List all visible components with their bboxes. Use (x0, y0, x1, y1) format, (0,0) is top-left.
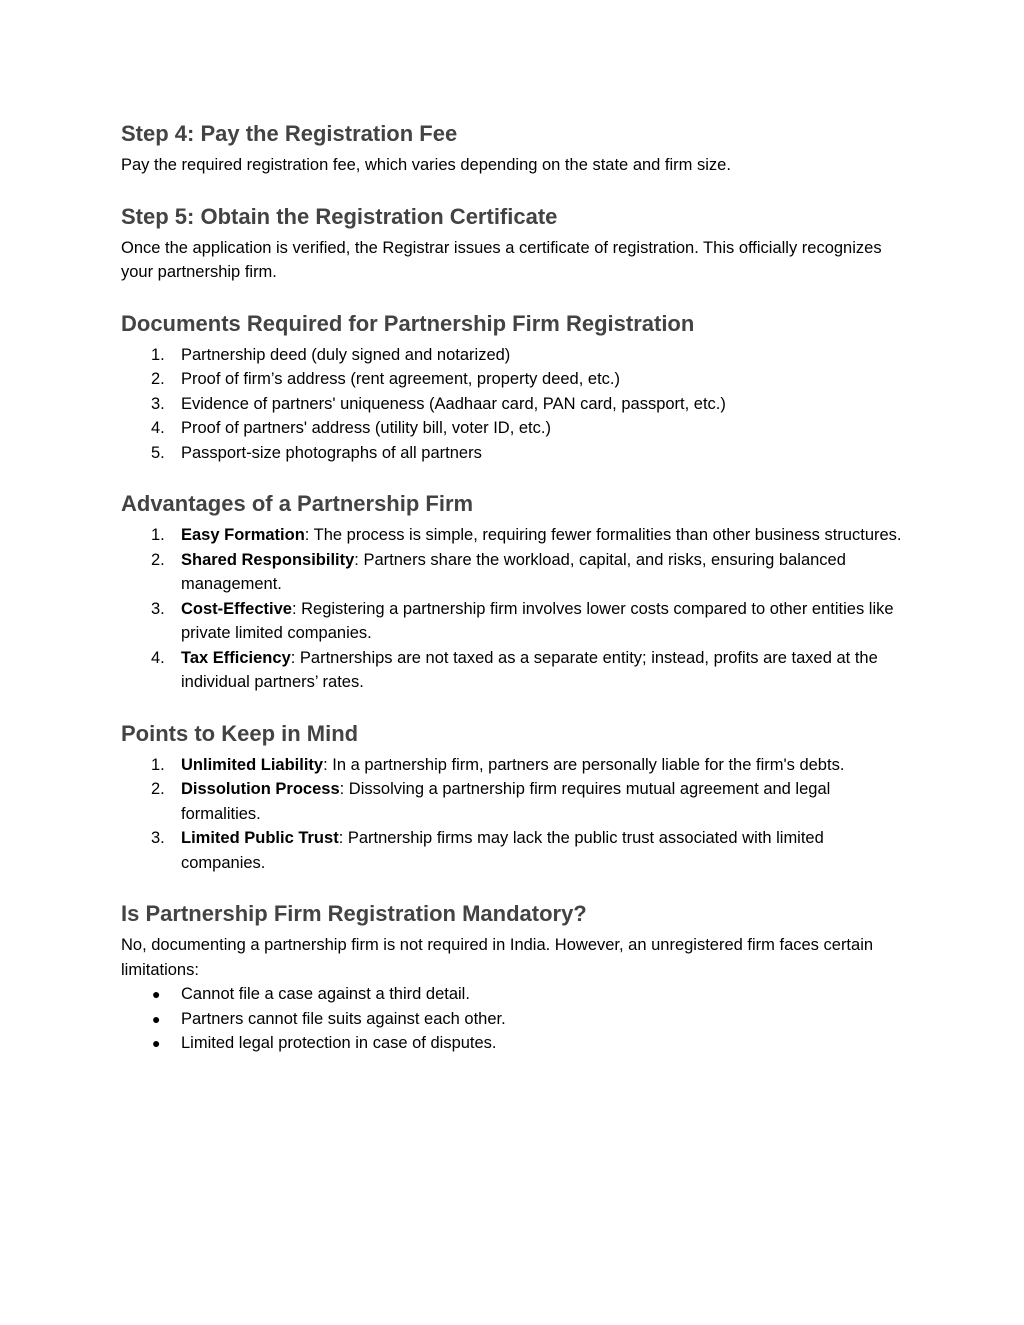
list-number: 2. (151, 550, 165, 569)
section-step-5 (121, 201, 911, 285)
list-item (121, 441, 911, 466)
list-number: 1. (151, 755, 165, 774)
list-item-text: Passport-size photographs of all partners (181, 443, 482, 462)
list-number: 4. (151, 648, 165, 667)
list-item-text: Evidence of partners' uniqueness (Aadhaar card, PAN card, passport, etc.) (181, 394, 726, 413)
bullet-icon: ● (152, 1010, 161, 1027)
list-item-text: : Registering a partnership firm involves lower costs compared to other entities like private limited companies. (181, 599, 894, 642)
section-documents-required (121, 308, 911, 466)
list-item (121, 646, 911, 695)
section-registration-mandatory (121, 898, 911, 1056)
bullet-item-text: Partners cannot file suits against each other. (181, 1009, 506, 1028)
list-number: 4. (151, 419, 165, 437)
bullet-icon: ● (152, 1035, 161, 1051)
list-number: 3. (151, 829, 165, 847)
list-number: 1. (151, 526, 165, 544)
list-number: 1. (151, 345, 165, 364)
section-heading: Step 4: Pay the Registration Fee (121, 121, 458, 146)
list-item (121, 753, 911, 778)
list-item (121, 826, 911, 875)
list-number: 2. (151, 370, 165, 388)
bullet-item-text: Limited legal protection in case of disputes. (181, 1034, 497, 1052)
list-item-text: Partnership deed (duly signed and notarized) (181, 345, 511, 364)
list-item-term: Tax Efficiency (181, 648, 291, 667)
list-item-text: : Partnership firms may lack the public trust associated with limited companies. (181, 829, 824, 872)
list-item-term: Cost-Effective (181, 599, 292, 618)
documents-list (121, 343, 911, 466)
list-item-term: Dissolution Process (181, 780, 340, 798)
list-item (121, 416, 911, 441)
list-item-term: Easy Formation (181, 526, 305, 544)
document-page (121, 118, 911, 1056)
list-item-text: : Dissolving a partnership firm requires mutual agreement and legal formalities. (181, 780, 831, 823)
section-heading: Is Partnership Firm Registration Mandatory? (121, 901, 587, 926)
list-item (121, 777, 911, 826)
bullet-icon: ● (152, 986, 161, 1002)
section-paragraph: No, documenting a partnership firm is not required in India. However, an unregistered firm faces certain limitations: (121, 936, 874, 979)
limitations-list (121, 982, 911, 1056)
list-number: 3. (151, 599, 165, 618)
list-item-text: : In a partnership firm, partners are personally liable for the firm's debts. (323, 755, 845, 774)
section-heading: Points to Keep in Mind (121, 720, 359, 746)
section-step-4 (121, 118, 911, 178)
list-number: 5. (151, 443, 165, 462)
section-heading: Advantages of a Partnership Firm (121, 491, 474, 516)
advantages-list (121, 523, 911, 695)
section-heading: Documents Required for Partnership Firm Registration (121, 310, 695, 336)
list-item (121, 597, 911, 646)
list-item-text: : Partners share the workload, capital, and risks, ensuring balanced management. (181, 550, 846, 593)
bullet-item (121, 982, 911, 1007)
list-item-text: Proof of partners' address (utility bill, voter ID, etc.) (181, 419, 551, 437)
list-item-text: Proof of firm’s address (rent agreement, property deed, etc.) (181, 370, 620, 388)
list-item (121, 548, 911, 597)
bullet-item-text: Cannot file a case against a third detail. (181, 985, 470, 1003)
section-points-to-keep-in-mind (121, 718, 911, 876)
list-item-text: : The process is simple, requiring fewer formalities than other business structures. (304, 526, 902, 544)
section-paragraph: Once the application is verified, the Registrar issues a certificate of registration. This officially recognizes your partnership firm. (121, 238, 882, 281)
list-item-term: Shared Responsibility (181, 550, 355, 569)
section-advantages (121, 488, 911, 695)
section-heading: Step 5: Obtain the Registration Certificate (121, 203, 558, 229)
list-item (121, 367, 911, 392)
points-list (121, 753, 911, 876)
list-number: 3. (151, 394, 165, 413)
section-paragraph: Pay the required registration fee, which varies depending on the state and firm size. (121, 156, 731, 174)
list-item (121, 523, 911, 548)
bullet-item (121, 1007, 911, 1032)
list-item-term: Limited Public Trust (181, 829, 339, 847)
list-number: 2. (151, 780, 165, 798)
list-item (121, 343, 911, 368)
bullet-item (121, 1031, 911, 1056)
list-item-term: Unlimited Liability (181, 755, 324, 774)
list-item (121, 392, 911, 417)
list-item-text: : Partnerships are not taxed as a separate entity; instead, profits are taxed at the individual partners’ rates. (181, 648, 878, 691)
